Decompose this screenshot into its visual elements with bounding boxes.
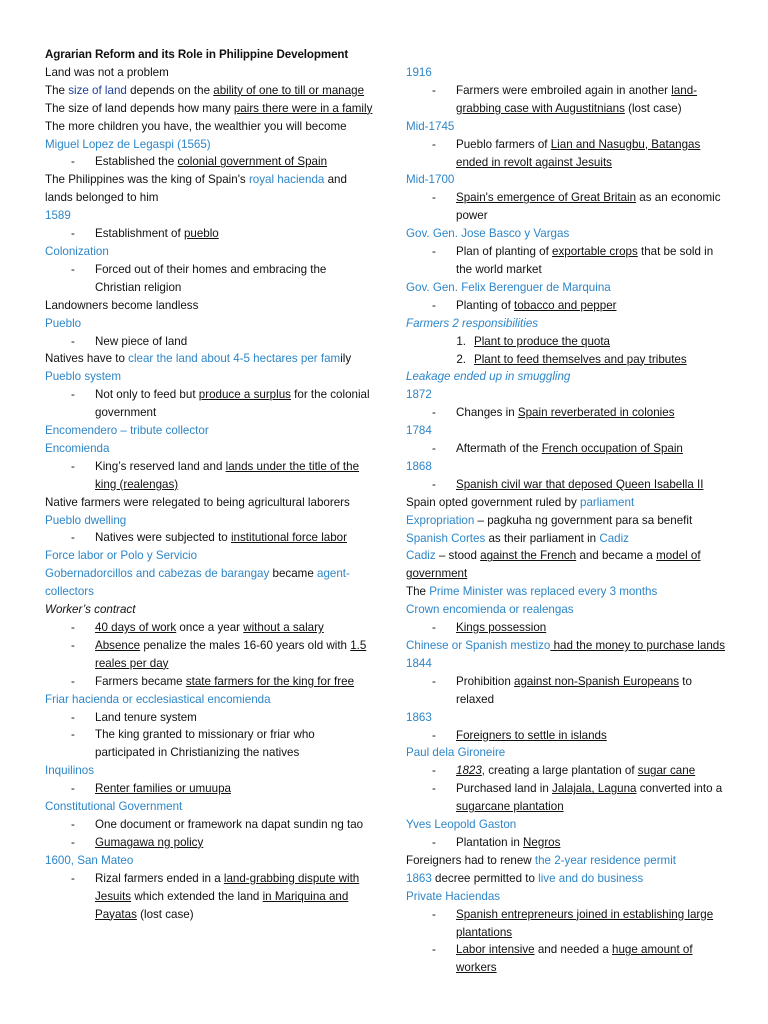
heading-marquina: Gov. Gen. Felix Berenguer de Marquina	[406, 280, 611, 294]
bullet-item: - Farmers became state farmers for the king for free	[71, 674, 355, 688]
bullet-item: - Plantation in Negros	[432, 835, 561, 849]
numbered-item: 1. Plant to produce the quota	[456, 334, 611, 348]
bullet-item: - Land tenure system	[71, 710, 197, 724]
right-column	[406, 64, 728, 977]
left-column	[45, 46, 375, 923]
heading-encomienda: Encomienda	[45, 441, 110, 455]
heading-1784: 1784	[406, 424, 432, 438]
heading-1589: 1589	[45, 209, 71, 223]
heading-encomendero: Encomendero – tribute collector	[45, 424, 209, 438]
text-line: Natives have to clear the land about 4-5 hectares per family	[45, 352, 352, 366]
heading-pueblo-dwelling: Pueblo dwelling	[45, 513, 127, 527]
bullet-item: - Renter families or umuupa	[71, 782, 231, 796]
text-line: The Prime Minister was replaced every 3 months	[406, 585, 658, 599]
heading-basco: Gov. Gen. Jose Basco y Vargas	[406, 227, 570, 241]
bullet-item: - Established the colonial government of Spain	[71, 155, 328, 169]
bullet-item: - Prohibition against non-Spanish Europeans to relaxed	[432, 674, 692, 706]
bullet-item: - Changes in Spain reverberated in colonies	[432, 406, 675, 420]
heading-1863: 1863	[406, 710, 432, 724]
heading-crown-encomienda: Crown encomienda or realengas	[406, 603, 574, 617]
heading-1868: 1868	[406, 459, 432, 473]
heading-pueblo: Pueblo	[45, 316, 82, 330]
heading-private-haciendas: Private Haciendas	[406, 889, 501, 903]
bullet-item: - Foreigners to settle in islands	[432, 728, 607, 742]
heading-workers-contract: Worker’s contract	[45, 603, 136, 617]
bullet-item: - Planting of tobacco and pepper	[432, 298, 617, 312]
bullet-item: - Spain's emergence of Great Britain as an economic power	[432, 191, 721, 223]
heading-1872: 1872	[406, 388, 432, 402]
bullet-item: - Natives were subjected to institutional force labor	[71, 531, 347, 545]
text-line: The size of land depends how many pairs there were in a family	[45, 101, 373, 115]
bullet-item: - Absence penalize the males 16-60 years old with 1.5 reales per day	[71, 638, 367, 670]
heading-paul-dela-gironeire: Paul dela Gironeire	[406, 746, 506, 760]
text-line: Chinese or Spanish mestizo had the money to purchase lands	[406, 639, 726, 652]
heading-1916: 1916	[406, 66, 432, 79]
heading-friar-hacienda: Friar hacienda or ecclesiastical encomienda	[45, 692, 271, 706]
heading-colonization: Colonization	[45, 244, 109, 258]
text-line: Gobernadorcillos and cabezas de barangay became agent-collectors	[45, 567, 350, 599]
heading-force-labor: Force labor or Polo y Servicio	[45, 549, 198, 563]
heading-legaspi: Miguel Lopez de Legaspi (1565)	[45, 137, 211, 151]
heading-1844: 1844	[406, 656, 432, 670]
text-line: Land was not a problem	[45, 65, 169, 79]
text-line: The size of land depends on the ability of one to till or manage	[45, 83, 365, 97]
heading-farmers-responsibilities: Farmers 2 responsibilities	[406, 316, 539, 330]
text-line: Cadiz – stood against the French and became a model of government	[406, 549, 701, 581]
text-line: 1863 decree permitted to live and do business	[406, 871, 644, 885]
bullet-item: - Forced out of their homes and embracing the Christian religion	[71, 262, 327, 294]
text-line: Foreigners had to renew the 2-year residence permit	[406, 853, 677, 867]
heading-inquilinos: Inquilinos	[45, 764, 94, 778]
numbered-item: 2. Plant to feed themselves and pay tributes	[456, 352, 687, 366]
bullet-item: - Aftermath of the French occupation of Spain	[432, 442, 683, 456]
bullet-item: - Purchased land in Jalajala, Laguna converted into a sugarcane plantation	[432, 782, 723, 814]
text-line: The Philippines was the king of Spain's royal hacienda and lands belonged to him	[45, 173, 347, 205]
bullet-item: - Not only to feed but produce a surplus for the colonial government	[71, 388, 370, 420]
bullet-item: - The king granted to missionary or friar who participated in Christianizing the natives	[71, 728, 315, 760]
heading-san-mateo: 1600, San Mateo	[45, 853, 134, 867]
bullet-item: - One document or framework na dapat sundin ng tao	[71, 817, 364, 831]
heading-yves-gaston: Yves Leopold Gaston	[406, 818, 517, 832]
text-line: Native farmers were relegated to being agricultural laborers	[45, 495, 350, 509]
text-line: Spanish Cortes as their parliament in Cadiz	[406, 531, 629, 545]
bullet-item: - 1823, creating a large plantation of sugar cane	[432, 764, 696, 778]
bullet-item: - Farmers were embroiled again in another land-grabbing case with Augustitnians (lost case)	[432, 83, 698, 115]
bullet-item: - Kings possession	[432, 621, 547, 635]
heading-mid-1745: Mid-1745	[406, 119, 455, 133]
document-title: Agrarian Reform and its Role in Philippine Development	[45, 48, 349, 61]
bullet-item: - Gumagawa ng policy	[71, 835, 204, 849]
text-line: Landowners become landless	[45, 298, 199, 312]
bullet-item: - New piece of land	[71, 334, 188, 348]
text-line: Spain opted government ruled by parliament	[406, 495, 635, 509]
bullet-item: - Spanish civil war that deposed Queen Isabella II	[432, 477, 704, 491]
heading-mid-1700: Mid-1700	[406, 173, 455, 187]
bullet-item: - Rizal farmers ended in a land-grabbing dispute with Jesuits which extended the land in Mariquina and Payatas (lost case)	[71, 871, 360, 921]
text-line: The more children you have, the wealthier you will become	[45, 119, 347, 133]
bullet-item: - Labor intensive and needed a huge amount of workers	[432, 943, 693, 975]
heading-leakage: Leakage ended up in smuggling	[406, 370, 571, 384]
bullet-item: - Establishment of pueblo	[71, 227, 219, 241]
text-line: Expropriation – pagkuha ng government para sa benefit	[406, 513, 693, 527]
bullet-item: - Spanish entrepreneurs joined in establishing large plantations	[432, 907, 714, 939]
heading-pueblo-system: Pueblo system	[45, 370, 122, 384]
bullet-item: - Pueblo farmers of Lian and Nasugbu, Batangas ended in revolt against Jesuits	[432, 137, 701, 169]
heading-constitutional: Constitutional Government	[45, 800, 183, 814]
bullet-item: - King’s reserved land and lands under the title of the king (realengas)	[71, 459, 360, 491]
bullet-item: - Plan of planting of exportable crops that be sold in the world market	[432, 245, 714, 276]
bullet-item: - 40 days of work once a year without a salary	[71, 621, 324, 634]
